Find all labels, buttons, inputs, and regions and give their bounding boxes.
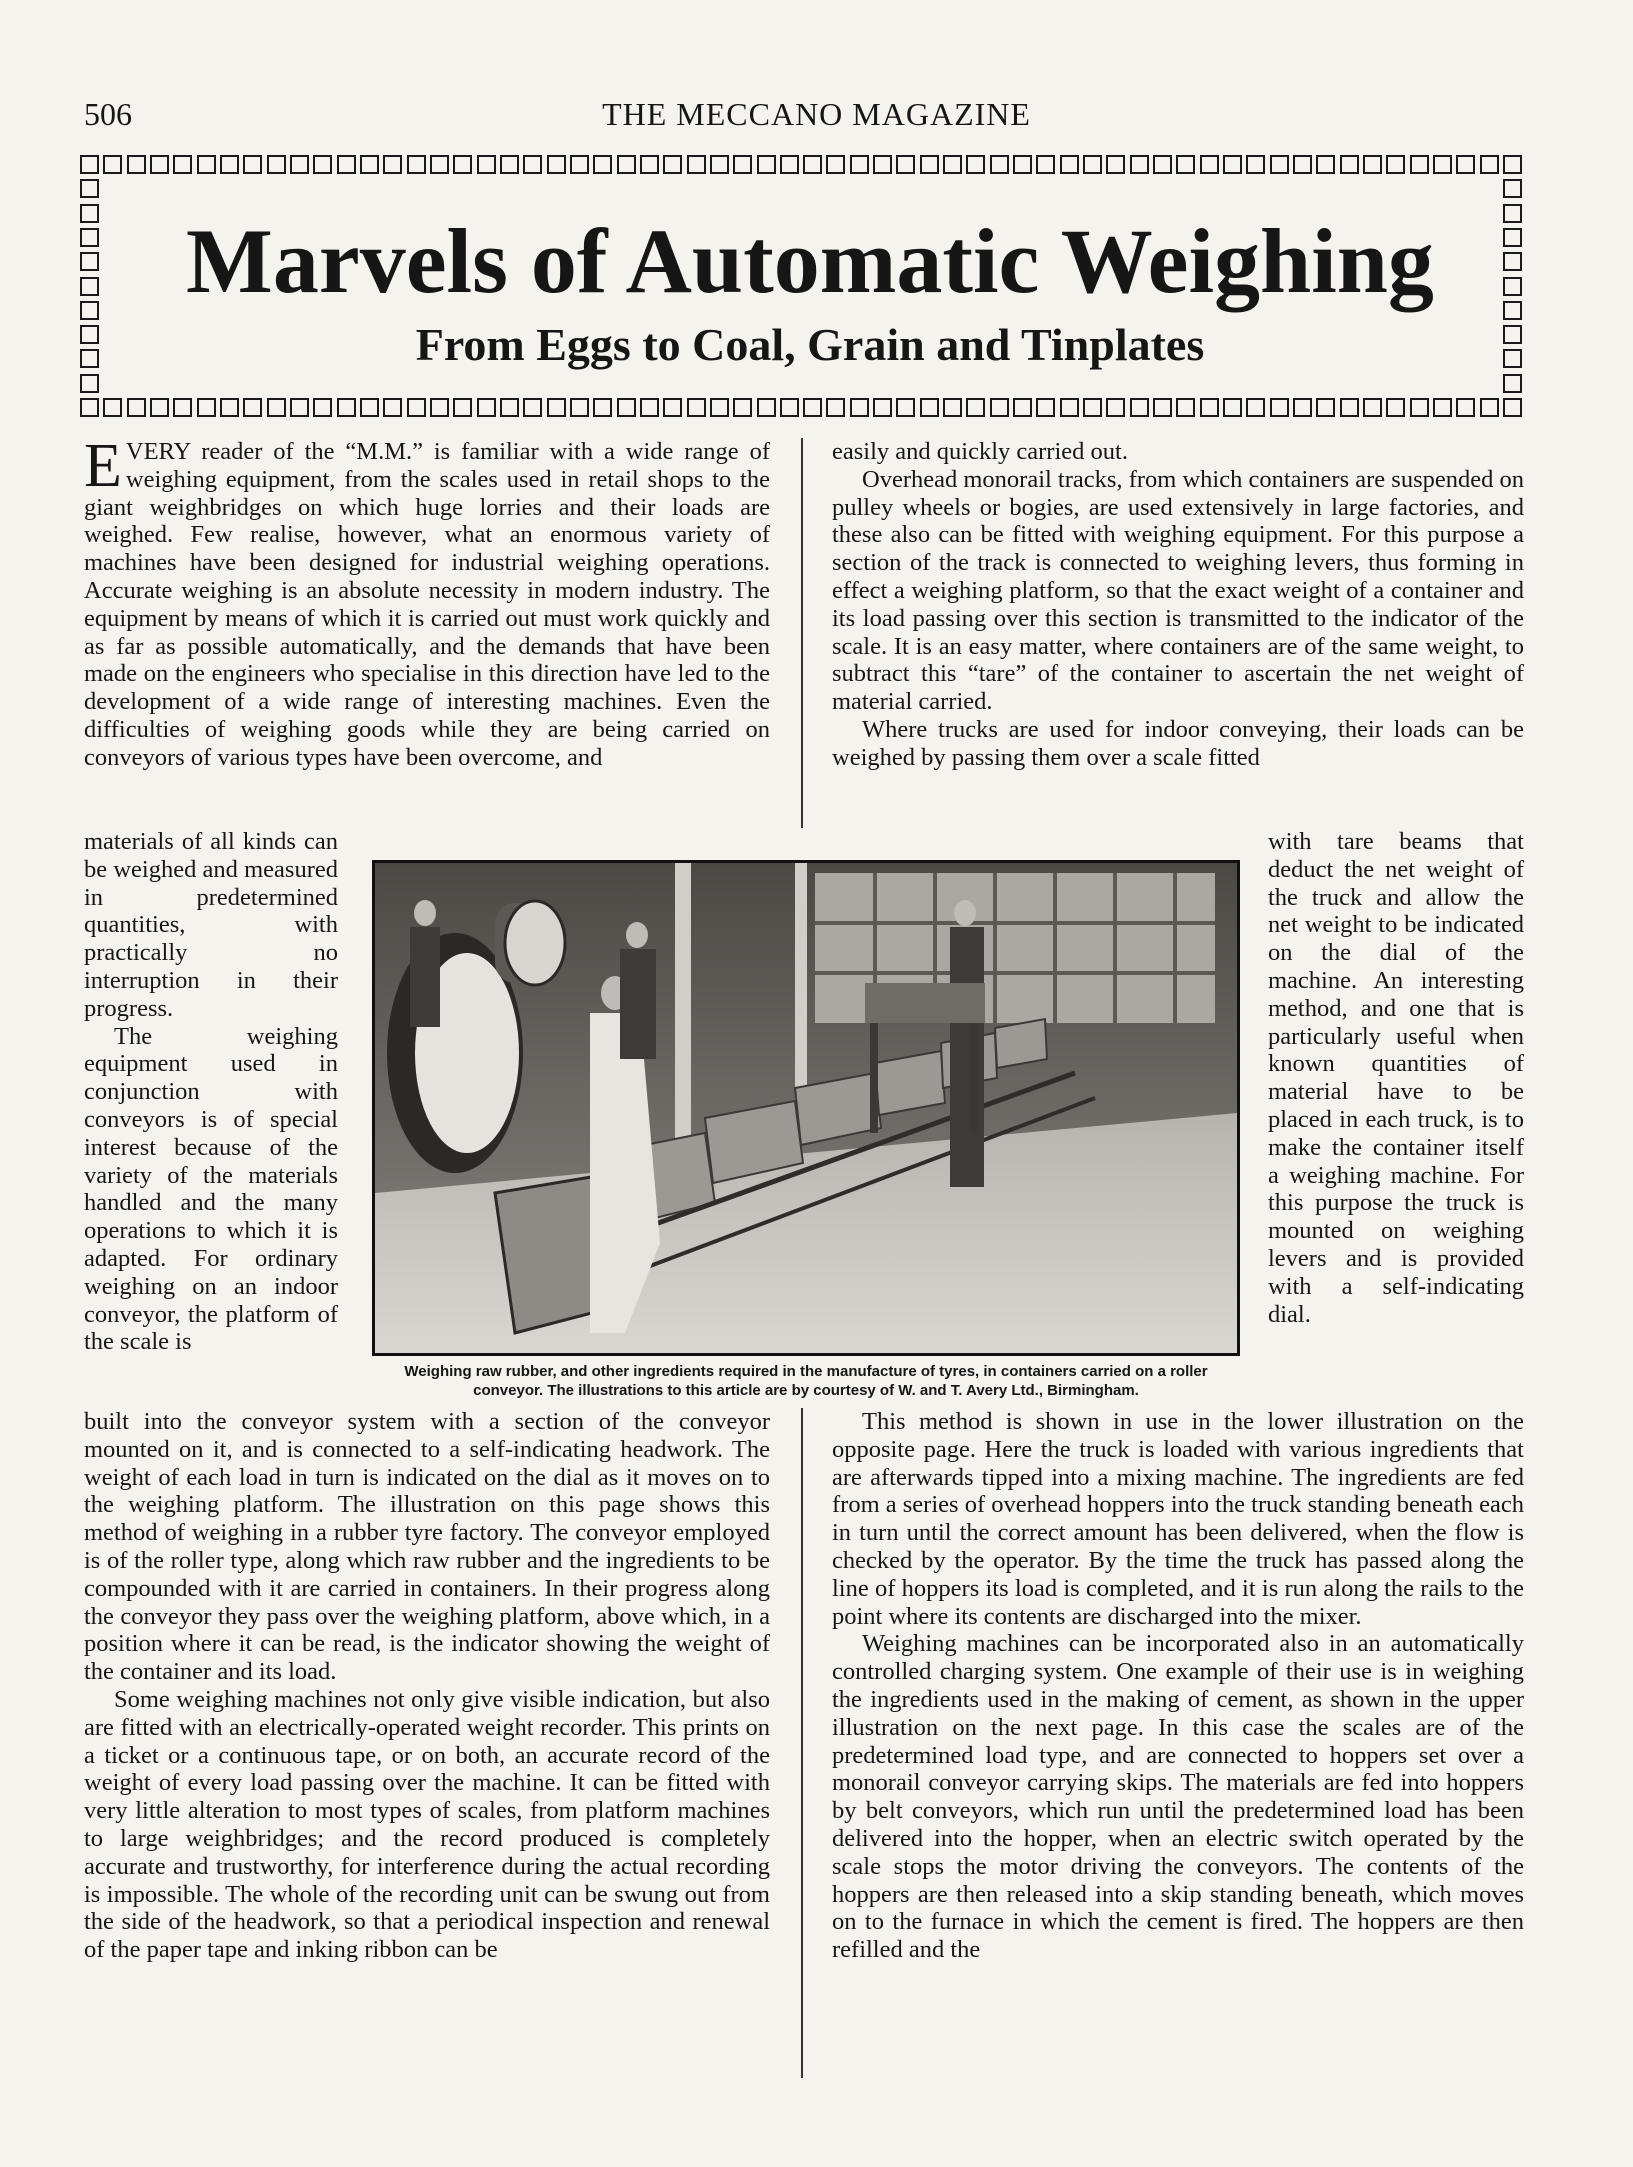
border-square [360, 155, 379, 174]
border-square [80, 155, 99, 174]
page-number: 506 [84, 96, 132, 132]
border-square [220, 398, 239, 417]
magazine-title: THE MECCANO MAGAZINE [602, 96, 1031, 132]
border-square [803, 398, 822, 417]
paragraph: The weighing equipment used in conjunction with conveyors is of special interest because of the variety of the materials handled and the many operations to which it is adapted. For ordinary weighing on an indoor conveyor, the platform of the scale is [84, 1022, 338, 1356]
border-square [1083, 398, 1102, 417]
border-square [663, 155, 682, 174]
border-square [757, 155, 776, 174]
border-square [267, 155, 286, 174]
border-square [640, 155, 659, 174]
border-square [920, 398, 939, 417]
border-square [453, 155, 472, 174]
border-square [1503, 301, 1522, 320]
border-square [733, 398, 752, 417]
paragraph [84, 432, 770, 772]
border-square [826, 398, 845, 417]
border-square [1083, 155, 1102, 174]
border-square [1363, 155, 1382, 174]
border-square [1223, 155, 1242, 174]
border-square [267, 398, 286, 417]
border-square [523, 155, 542, 174]
border-square [710, 155, 729, 174]
paragraph: Some weighing machines not only give visible indication, but also are fitted with an electrically-operated weight recorder. This prints on a ticket or a continuous tape, or on both, an accurate record of the weight of every load passing over the machine. It can be fitted with very little alteration to most types of scales, from platform machines to large weighbridges; and the record produced is completely accurate and trustworthy, for interference during the actual recording is impossible. The whole of the recording unit can be swung out from the side of the headwork, so that a periodical inspection and renewal of the paper tape and inking ribbon can be [84, 1685, 770, 1964]
border-square [1316, 155, 1335, 174]
border-square [103, 155, 122, 174]
article-title: Marvels of Automatic Weighing [186, 210, 1434, 312]
drop-cap: E [84, 432, 122, 500]
border-square [1246, 155, 1265, 174]
border-square [1456, 398, 1475, 417]
border-square [1036, 398, 1055, 417]
border-square [453, 398, 472, 417]
border-square [1340, 398, 1359, 417]
right-column-narrow [1268, 828, 1524, 1328]
border-square [1410, 398, 1429, 417]
photo-caption: Weighing raw rubber, and other ingredients required in the manufacture of tyres, in containers carried on a roller conveyor. The illustrations to this article are by courtesy of W. and T. Avery Ltd., Birmingham. [404, 1363, 1208, 1399]
border-square [687, 398, 706, 417]
border-square [523, 398, 542, 417]
border-square [850, 398, 869, 417]
border-square [920, 155, 939, 174]
border-square [383, 155, 402, 174]
paragraph: Weighing machines can be incorporated also in an automatically controlled charging system. One example of their use is in weighing the ingredients used in the making of cement, as shown in the upper illustration on the next page. In this case the scales are of the predetermined load type, and are connected to hoppers set over a monorail conveyor carrying skips. The materials are fed into hoppers by belt conveyors, which run until the predetermined load has been delivered into the hopper, when an electric switch operated by the scale stops the motor driving the conveyors. The contents of the hoppers are then released into a skip standing beneath, which moves on to the furnace in which the cement is fired. The hoppers are then refilled and the [832, 1630, 1524, 1964]
border-square [1503, 252, 1522, 271]
border-square [127, 155, 146, 174]
border-square [80, 252, 99, 271]
border-square [617, 398, 636, 417]
border-square [570, 155, 589, 174]
paragraph-text: VERY reader of the “M.M.” is familiar with a wide range of weighing equipment, from the scales used in retail shops to the giant weighbridges on which huge lorries and their loads are weighed. Few realise, however, what an enormous variety of machines have been designed for industrial weighing operations. Accurate weighing is an absolute necessity in modern industry. The equipment by means of which it is carried out must work quickly and as far as possible automatically, and the demands that have been made on the engineers who specialise in this direction have led to the development of a wide range of interesting machines. Even the difficulties of weighing goods while they are being carried on conveyors of various types have been overcome, and [84, 438, 770, 771]
border-square [1410, 155, 1429, 174]
border-square [1270, 398, 1289, 417]
border-square [990, 398, 1009, 417]
border-square [127, 398, 146, 417]
border-square [1363, 398, 1382, 417]
border-square [407, 398, 426, 417]
border-square [1153, 398, 1172, 417]
border-square [1316, 398, 1335, 417]
border-square [1503, 349, 1522, 368]
border-square [1340, 155, 1359, 174]
border-square [1480, 398, 1499, 417]
border-square [477, 155, 496, 174]
border-square [1433, 155, 1452, 174]
border-square [780, 398, 799, 417]
right-column-bottom [832, 1408, 1524, 1964]
border-square [430, 155, 449, 174]
border-square [570, 398, 589, 417]
border-square [220, 155, 239, 174]
border-square [640, 398, 659, 417]
border-square [80, 349, 99, 368]
border-square [243, 398, 262, 417]
border-square [966, 155, 985, 174]
border-square [733, 155, 752, 174]
border-square [1293, 155, 1312, 174]
border-square [780, 155, 799, 174]
paragraph: built into the conveyor system with a section of the conveyor mounted on it, and is connected to a self-indicating headwork. The weight of each load in turn is indicated on the dial as it moves on to the weighing platform. The illustration on this page shows this method of weighing in a rubber tyre factory. The conveyor employed is of the roller type, along which raw rubber and the ingredients to be compounded with it are carried in containers. In their progress along the conveyor they pass over the weighing platform, above which, in a position where it can be read, is the indicator showing the weight of the container and its load. [84, 1408, 770, 1686]
border-square [290, 155, 309, 174]
border-square [617, 155, 636, 174]
border-square [407, 155, 426, 174]
border-square [500, 155, 519, 174]
border-square [593, 398, 612, 417]
border-square [710, 398, 729, 417]
border-square [1503, 277, 1522, 296]
border-square [80, 277, 99, 296]
border-square [103, 398, 122, 417]
column-rule-top [801, 438, 803, 828]
border-square [1270, 155, 1289, 174]
border-square [337, 155, 356, 174]
left-column-narrow [84, 828, 338, 1356]
border-square [873, 398, 892, 417]
border-square [173, 398, 192, 417]
border-square [1456, 155, 1475, 174]
border-square [150, 155, 169, 174]
border-square [943, 155, 962, 174]
paragraph: easily and quickly carried out. [832, 438, 1128, 465]
factory-photo-illustration [375, 863, 1237, 1353]
border-square [757, 398, 776, 417]
border-square [1386, 155, 1405, 174]
border-square [150, 398, 169, 417]
border-square [337, 398, 356, 417]
border-square [1153, 155, 1172, 174]
border-square [500, 398, 519, 417]
border-square [826, 155, 845, 174]
border-square [383, 398, 402, 417]
border-square [687, 155, 706, 174]
border-square [1480, 155, 1499, 174]
border-square [1036, 155, 1055, 174]
column-rule-bottom [801, 1408, 803, 2078]
border-square [593, 155, 612, 174]
border-square [850, 155, 869, 174]
border-square [1223, 398, 1242, 417]
article-subtitle: From Eggs to Coal, Grain and Tinplates [415, 319, 1205, 370]
border-square [547, 155, 566, 174]
border-square [1060, 155, 1079, 174]
left-column-top [84, 432, 770, 772]
border-square [80, 374, 99, 393]
border-square [243, 155, 262, 174]
border-square [80, 204, 99, 223]
border-square [1060, 398, 1079, 417]
paragraph: Overhead monorail tracks, from which containers are suspended on pulley wheels or bogies, are used extensively in large factories, and these also can be fitted with weighing equipment. For this purpose a section of the track is connected to weighing levers, thus forming in effect a weighing platform, so that the exact weight of a container and its load passing over this section is transmitted to the indicator of the scale. It is an easy matter, where containers are of the same weight, to subtract this “tare” of the container to ascertain the net weight of material carried. [832, 465, 1524, 716]
border-square [1130, 155, 1149, 174]
border-square [1176, 398, 1195, 417]
border-square [1386, 398, 1405, 417]
border-square [1200, 398, 1219, 417]
border-square [1176, 155, 1195, 174]
border-square [430, 398, 449, 417]
border-square [1503, 374, 1522, 393]
border-square [1503, 179, 1522, 198]
border-square [1200, 155, 1219, 174]
border-square [966, 398, 985, 417]
paragraph: Where trucks are used for indoor conveying, their loads can be weighed by passing them over a scale fitted [832, 715, 1524, 771]
border-square [197, 398, 216, 417]
paragraph: This method is shown in use in the lower illustration on the opposite page. Here the truck is loaded with various ingredients that are afterwards tipped into a mixing machine. The ingredients are fed from a series of overhead hoppers into the truck standing beneath each in turn until the correct amount has been delivered, when the flow is checked by the operator. By the time the truck has passed along the line of hoppers its load is completed, and it is run along the rails to the point where its contents are discharged into the mixer. [832, 1408, 1524, 1630]
border-square [1106, 398, 1125, 417]
border-square [990, 155, 1009, 174]
border-square [896, 398, 915, 417]
border-square [1106, 155, 1125, 174]
right-column-top [832, 438, 1524, 772]
factory-photo [372, 860, 1240, 1356]
border-square [313, 155, 332, 174]
border-square [313, 398, 332, 417]
border-square [1503, 155, 1522, 174]
border-square [1130, 398, 1149, 417]
border-square [80, 325, 99, 344]
border-square [1503, 398, 1522, 417]
paragraph: materials of all kinds can be weighed and measured in predetermined quantities, with practically no interruption in their progress. [84, 828, 338, 1022]
border-square [80, 228, 99, 247]
border-square [1246, 398, 1265, 417]
left-column-bottom [84, 1408, 770, 1964]
border-square [80, 398, 99, 417]
border-square [1503, 325, 1522, 344]
border-square [1503, 204, 1522, 223]
border-square [1293, 398, 1312, 417]
border-square [197, 155, 216, 174]
border-square [1433, 398, 1452, 417]
border-square [1013, 155, 1032, 174]
border-square [173, 155, 192, 174]
border-square [290, 398, 309, 417]
border-square [360, 398, 379, 417]
border-square [896, 155, 915, 174]
paragraph: with tare beams that deduct the net weight of the truck and allow the net weight to be indicated on the dial of the machine. An interesting method, and one that is particularly useful when known quantities of material have to be placed in each truck, is to make the container itself a weighing machine. For this purpose the truck is mounted on weighing levers and is provided with a self-indicating dial. [1268, 828, 1524, 1328]
border-square [1013, 398, 1032, 417]
border-square [547, 398, 566, 417]
border-square [803, 155, 822, 174]
border-square [873, 155, 892, 174]
border-square [80, 301, 99, 320]
border-square [663, 398, 682, 417]
border-square [943, 398, 962, 417]
border-square [1503, 228, 1522, 247]
border-square [80, 179, 99, 198]
border-square [477, 398, 496, 417]
